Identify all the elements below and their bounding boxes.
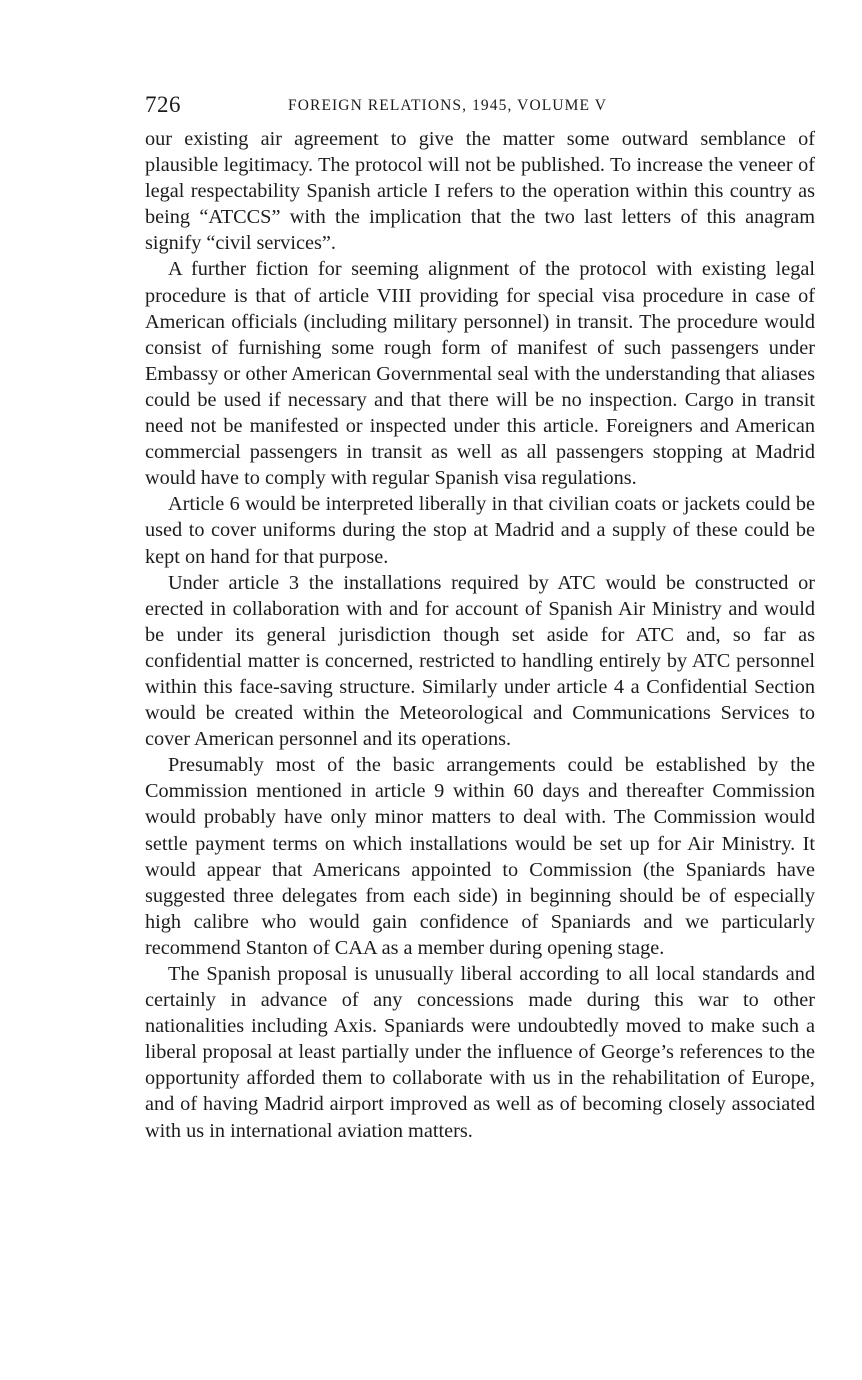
paragraph-continued: our existing air agreement to give the matter some outward semblance of plausible legitimacy. The protocol will not be published. To increase the veneer of legal respectability Spanish article I refers to the operation within this country as being “ATCCS” with the implication that the two last letters of this anagram signify “civil services”. — [145, 128, 815, 255]
document-page — [145, 88, 815, 1144]
paragraph-spanish-proposal: The Spanish proposal is unusually liberal according to all local standards and certainly in advance of any concessions made during this war to other nationalities including Axis. Spaniards were undoubtedly moved to make such a liberal proposal at least partially under the influence of George’s references to the opportunity afforded them to collaborate with us in the rehabilitation of Europe, and of having Madrid airport improved as well as of becoming closely associated with us in international aviation matters. — [145, 963, 815, 1142]
paragraph-visa-procedure: A further fiction for seeming alignment of the protocol with existing legal procedure is that of article VIII providing for special visa procedure in case of American officials (including military personnel) in transit. The procedure would consist of furnishing some rough form of manifest of such passengers under Embassy or other American Governmental seal with the understanding that aliases could be used if necessary and that there will be no inspection. Cargo in transit need not be manifested or inspected under this article. Foreigners and American commercial passengers in transit as well as all passengers stopping at Madrid would have to comply with regular Spanish visa regulations. — [145, 258, 815, 490]
page-number: 726 — [145, 92, 181, 117]
running-header — [145, 88, 815, 126]
body-text — [145, 126, 815, 1144]
paragraph-article-3: Under article 3 the installations required by ATC would be constructed or erected in collaboration with and for account of Spanish Air Ministry and would be under its general jurisdiction though set aside for ATC and, so far as confidential matter is concerned, restricted to handling entirely by ATC personnel within this face-saving structure. Similarly under article 4 a Confidential Section would be created within the Meteorological and Communications Services to cover American personnel and its operations. — [145, 571, 815, 751]
paragraph-article-6: Article 6 would be interpreted liberally in that civilian coats or jackets could be used to cover uniforms during the stop at Madrid and a supply of these could be kept on hand for that purpose. — [145, 493, 815, 568]
paragraph-commission: Presumably most of the basic arrangements could be established by the Commission mentioned in article 9 within 60 days and thereafter Commission would probably have only minor matters to deal with. The Commission would settle payment terms on which installations would be set up for Air Ministry. It would appear that Americans appointed to Commission (the Spaniards have suggested three delegates from each side) in beginning should be of especially high calibre who would gain confidence of Spaniards and we particularly recommend Stanton of CAA as a member during opening stage. — [145, 754, 815, 959]
running-title: FOREIGN RELATIONS, 1945, VOLUME V — [288, 97, 608, 114]
